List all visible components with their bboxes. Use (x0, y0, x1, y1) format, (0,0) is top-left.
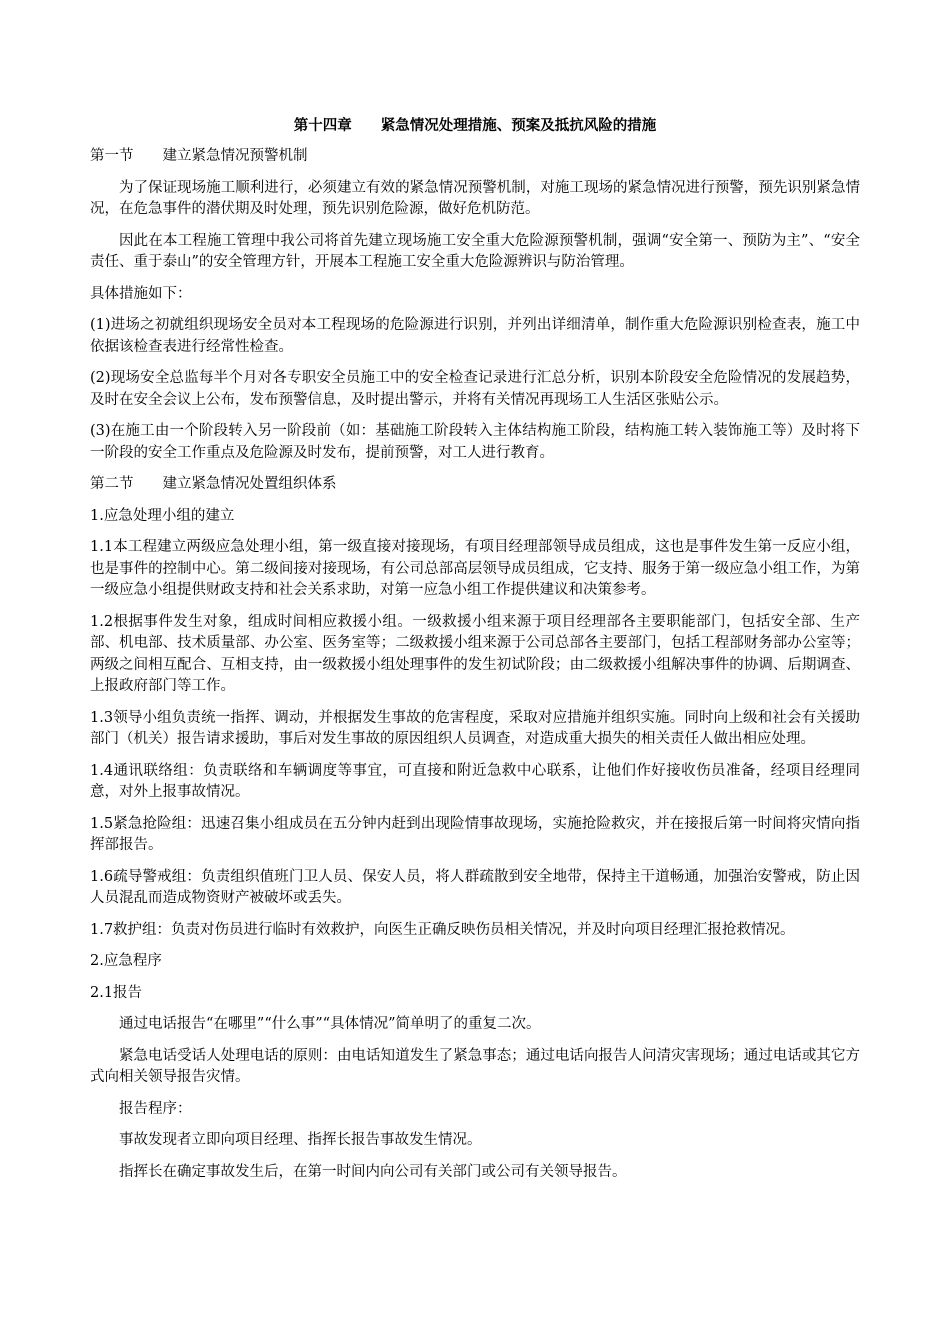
report-paragraph-4: 事故发现者立即向项目经理、指挥长报告事故发生情况。 (119, 1132, 482, 1148)
measures-label: 具体措施如下： (90, 285, 192, 302)
report-paragraph-1: 通过电话报告“在哪里”“什么事”“具体情况”简单明了的重复二次。 (119, 1016, 541, 1032)
document-page (90, 116, 860, 1193)
subheading-2-1: 2.1报告 (90, 984, 143, 1001)
paragraph-1-7: 1.7救护组：负责对伤员进行临时有效救护，向医生正确反映伤员相关情况，并及时向项目经理汇报抢救情况。 (90, 921, 795, 938)
paragraph-1-2: 1.2根据事件发生对象，组成时间相应救援小组。一级救援小组来源于项目经理部各主要职能部门，包括安全部、生产部、机电部、技术质量部、办公室、医务室等；二级救援小组来源于公司总部各主要部门，包括工程部财务部办公室等；两级之间相互配合、互相支持，由一级救援小组处理事件的发生初试阶段；由二级救援小组解决事件的协调、后期调查、上报政府部门等工作。 (90, 613, 860, 694)
section-1-paragraph-1: 为了保证现场施工顺利进行，必须建立有效的紧急情况预警机制，对施工现场的紧急情况进行预警，预先识别紧急情况，在危急事件的潜伏期及时处理，预先识别危险源，做好危机防范。 (90, 179, 860, 217)
paragraph-1-3: 1.3领导小组负责统一指挥、调动，并根据发生事故的危害程度，采取对应措施并组织实施。同时向上级和社会有关援助部门（机关）报告请求援助，事后对发生事故的原因组织人员调查，对造成重大损失的相关责任人做出相应处理。 (90, 709, 860, 747)
report-paragraph-2: 紧急电话受话人处理电话的原则：由电话知道发生了紧急事态；通过电话向报告人问清灾害现场；通过电话或其它方式向相关领导报告灾情。 (90, 1047, 860, 1085)
paragraph-1-5: 1.5紧急抢险组：迅速召集小组成员在五分钟内赶到出现险情事故现场，实施抢险救灾，并在接报后第一时间将灾情向指挥部报告。 (90, 815, 860, 853)
chapter-title: 第十四章 紧急情况处理措施、预案及抵抗风险的措施 (293, 117, 657, 134)
paragraph-1-1: 1.1本工程建立两级应急处理小组，第一级直接对接现场，有项目经理部领导成员组成，这也是事件发生第一反应小组，也是事件的控制中心。第二级间接对接现场，有公司总部高层领导成员组成，它支持、服务于第一级应急小组工作，为第一级应急小组提供财政支持和社会关系求助，对第一应急小组工作提供建议和决策参考。 (90, 539, 860, 598)
report-paragraph-5: 指挥长在确定事故发生后，在第一时间内向公司有关部门或公司有关领导报告。 (119, 1163, 627, 1180)
measure-1: (1)进场之初就组织现场安全员对本工程现场的危险源进行识别，并列出详细清单，制作重大危险源识别检查表，施工中依据该检查表进行经常性检查。 (90, 317, 860, 355)
subheading-1: 1.应急处理小组的建立 (90, 507, 235, 524)
subheading-2: 2.应急程序 (90, 953, 162, 969)
paragraph-1-6: 1.6疏导警戒组：负责组织值班门卫人员、保安人员，将人群疏散到安全地带，保持主干道畅通，加强治安警戒，防止因人员混乱而造成物资财产被破坏或丢失。 (90, 868, 860, 906)
section-1-heading: 第一节 建立紧急情况预警机制 (90, 148, 308, 164)
section-2-heading: 第二节 建立紧急情况处置组织体系 (90, 476, 337, 492)
measure-2: (2)现场安全总监每半个月对各专职安全员施工中的安全检查记录进行汇总分析，识别本阶段安全危险情况的发展趋势，及时在安全会议上公布，发布预警信息，及时提出警示，并将有关情况再现场工人生活区张贴公示。 (90, 370, 860, 408)
measure-3: (3)在施工由一个阶段转入另一阶段前（如：基础施工阶段转入主体结构施工阶段，结构施工转入装饰施工等）及时将下一阶段的安全工作重点及危险源及时发布，提前预警，对工人进行教育。 (90, 423, 860, 461)
section-1-paragraph-2: 因此在本工程施工管理中我公司将首先建立现场施工安全重大危险源预警机制，强调“安全第一、预防为主”、“安全责任、重于泰山”的安全管理方针，开展本工程施工安全重大危险源辨识与防治管理。 (90, 232, 860, 270)
paragraph-1-4: 1.4通讯联络组：负责联络和车辆调度等事宜，可直接和附近急救中心联系，让他们作好接收伤员准备，经项目经理同意，对外上报事故情况。 (90, 762, 860, 800)
report-paragraph-3: 报告程序： (119, 1100, 192, 1117)
